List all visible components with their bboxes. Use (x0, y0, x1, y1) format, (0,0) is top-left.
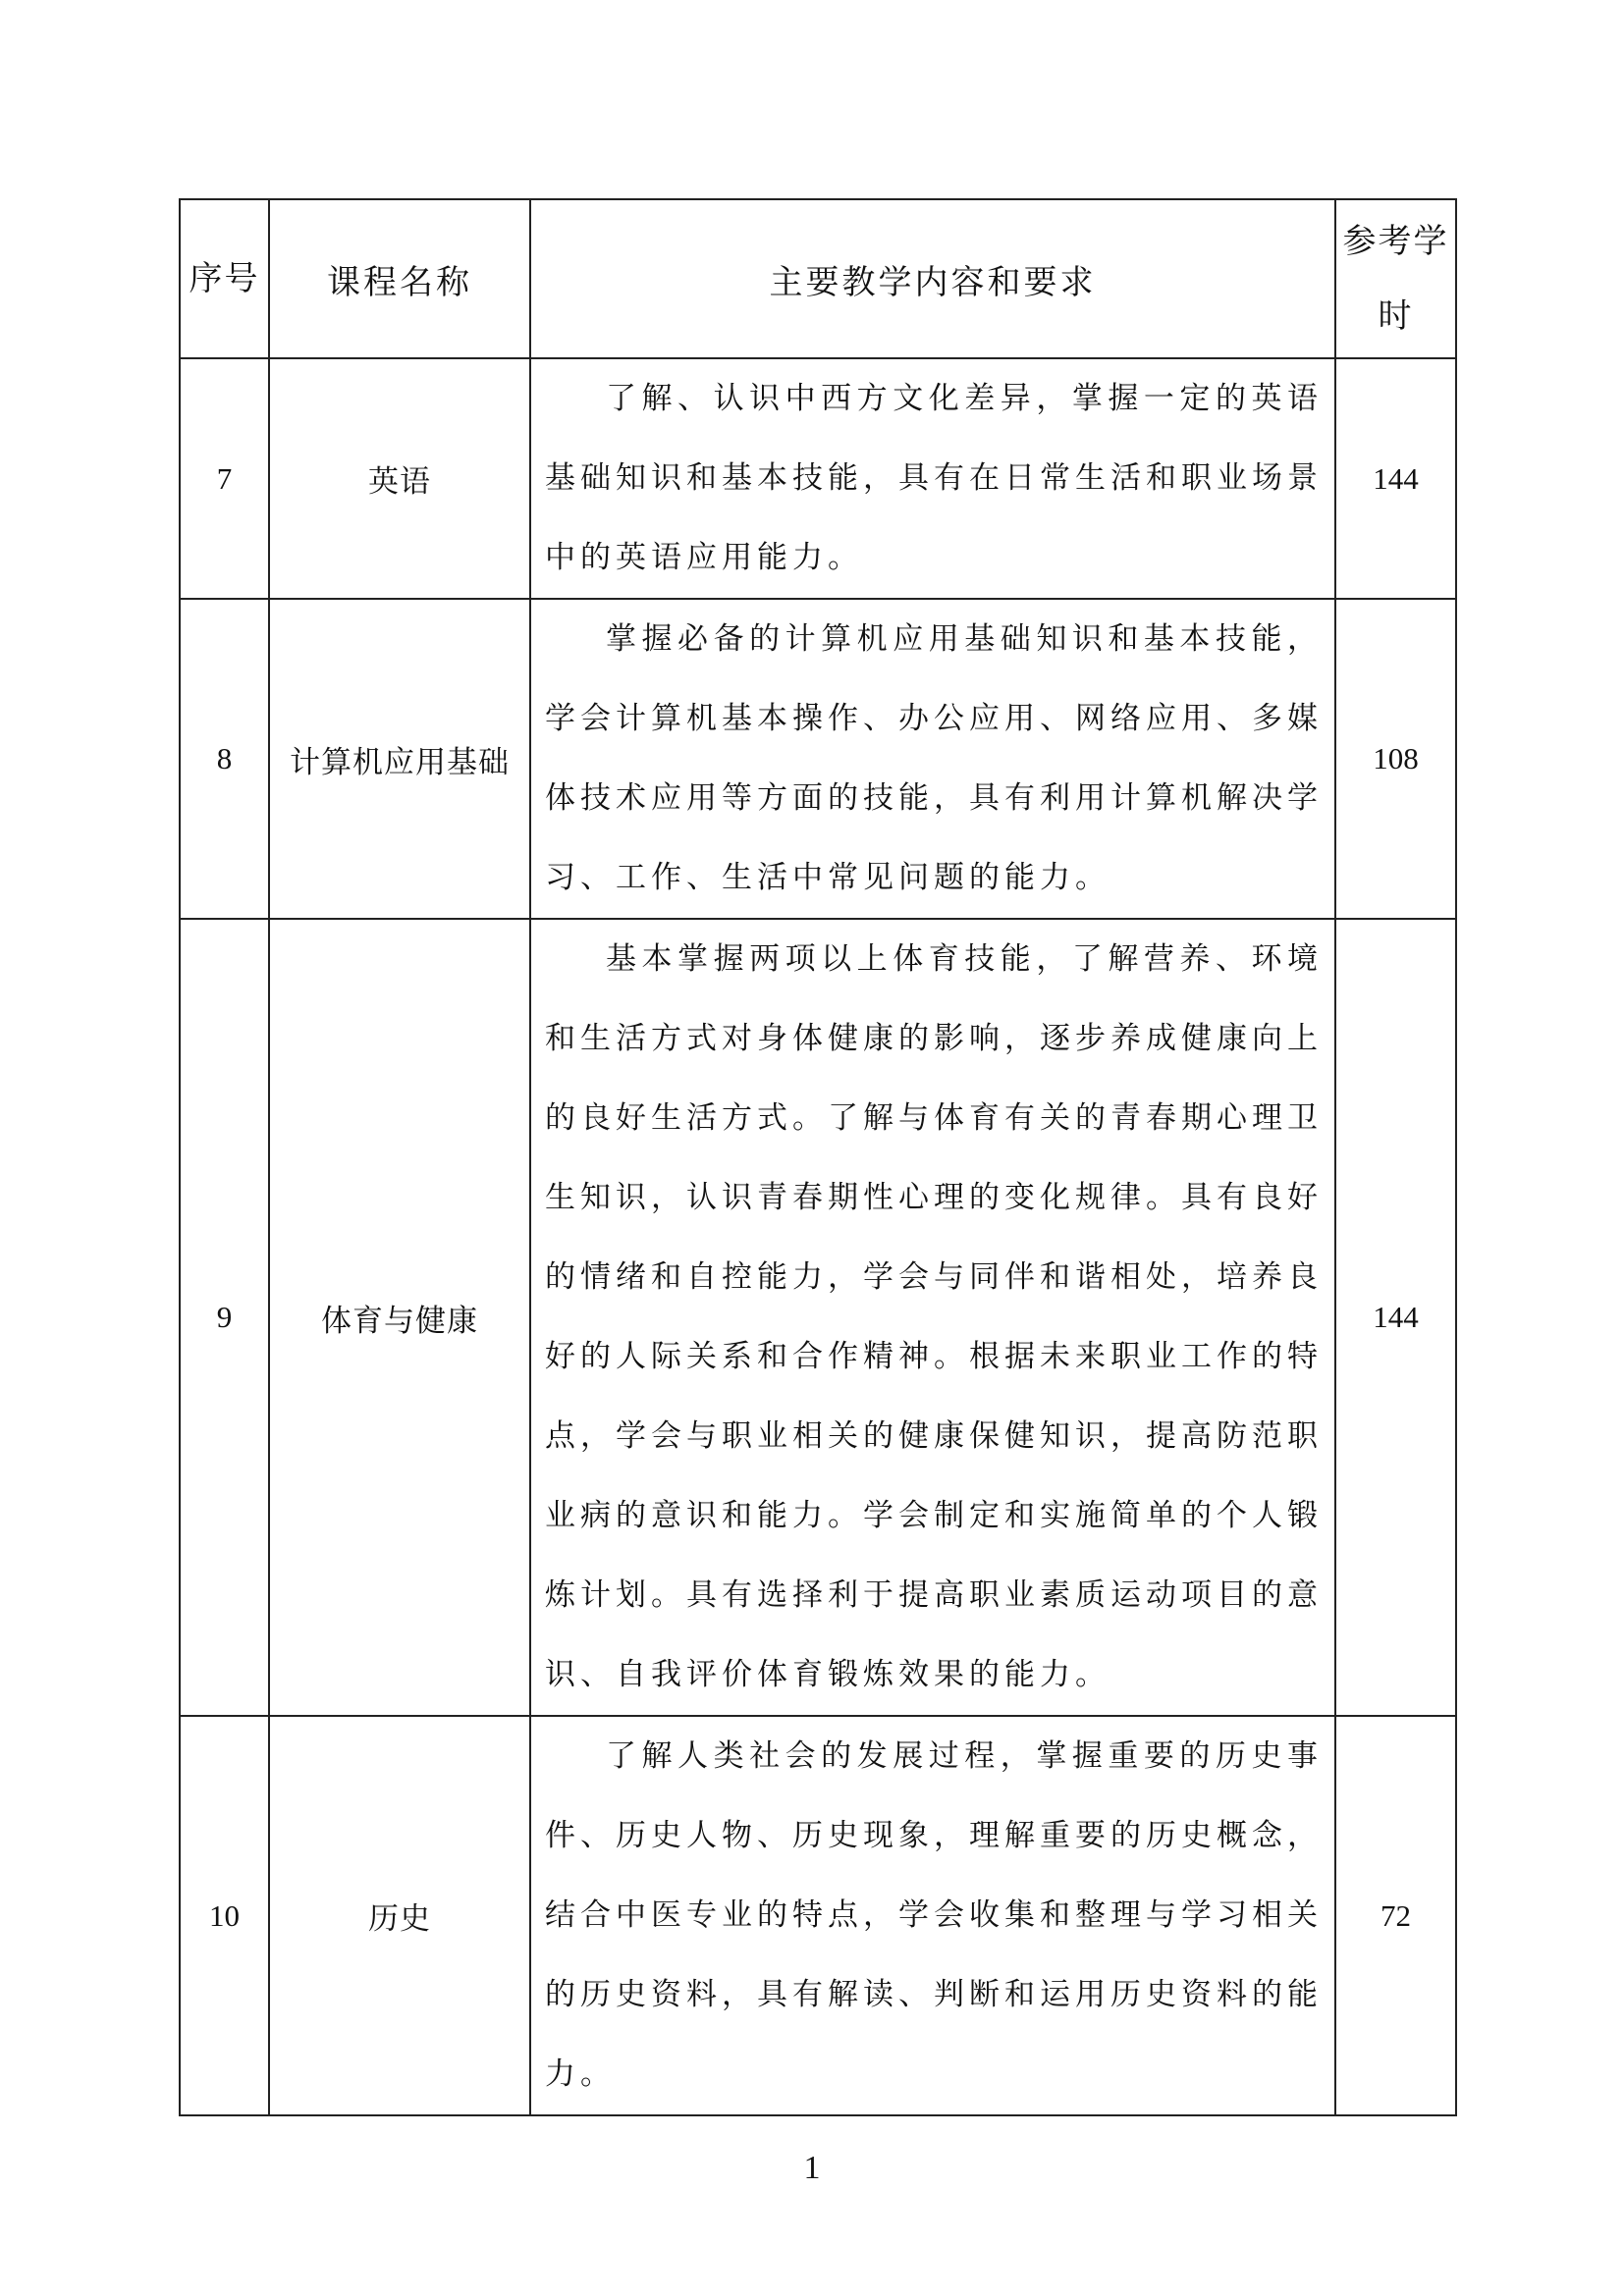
header-course-name: 课程名称 (269, 199, 530, 358)
row-teaching-content (530, 599, 1335, 919)
row-teaching-content-text: 了解、认识中西方文化差异，掌握一定的英语基础知识和基本技能，具有在日常生活和职业场景中的英语应用能力。 (545, 381, 1323, 575)
header-teaching-content: 主要教学内容和要求 (530, 199, 1335, 358)
table-row (180, 358, 1456, 599)
row-reference-hours: 144 (1335, 358, 1456, 599)
row-serial-number: 8 (180, 599, 269, 919)
row-serial-number: 7 (180, 358, 269, 599)
row-teaching-content (530, 919, 1335, 1716)
header-reference-hours: 参考学时 (1335, 199, 1456, 358)
course-table (179, 198, 1457, 2116)
row-teaching-content-text: 了解人类社会的发展过程，掌握重要的历史事件、历史人物、历史现象，理解重要的历史概念，结合中医专业的特点，学会收集和整理与学习相关的历史资料，具有解读、判断和运用历史资料的能力。 (545, 1738, 1323, 2092)
row-reference-hours: 144 (1335, 919, 1456, 1716)
table-row (180, 599, 1456, 919)
table-row (180, 919, 1456, 1716)
row-teaching-content-text: 基本掌握两项以上体育技能，了解营养、环境和生活方式对身体健康的影响，逐步养成健康向上的良好生活方式。了解与体育有关的青春期心理卫生知识，认识青春期性心理的变化规律。具有良好的情绪和自控能力，学会与同伴和谐相处，培养良好的人际关系和合作精神。根据未来职业工作的特点，学会与职业相关的健康保健知识，提高防范职业病的意识和能力。学会制定和实施简单的个人锻炼计划。具有选择利于提高职业素质运动项目的意识、自我评价体育锻炼效果的能力。 (545, 941, 1323, 1692)
page-number: 1 (803, 2150, 821, 2186)
row-serial-number: 9 (180, 919, 269, 1716)
row-course-name: 体育与健康 (269, 919, 530, 1716)
table-row (180, 1716, 1456, 2115)
header-serial-number: 序号 (180, 199, 269, 358)
row-reference-hours: 108 (1335, 599, 1456, 919)
row-course-name: 历史 (269, 1716, 530, 2115)
row-serial-number: 10 (180, 1716, 269, 2115)
row-teaching-content-text: 掌握必备的计算机应用基础知识和基本技能，学会计算机基本操作、办公应用、网络应用、多媒体技术应用等方面的技能，具有利用计算机解决学习、工作、生活中常见问题的能力。 (545, 621, 1323, 895)
row-course-name: 英语 (269, 358, 530, 599)
table-header-row (180, 199, 1456, 358)
row-teaching-content (530, 1716, 1335, 2115)
row-teaching-content (530, 358, 1335, 599)
row-reference-hours: 72 (1335, 1716, 1456, 2115)
row-course-name: 计算机应用基础 (269, 599, 530, 919)
